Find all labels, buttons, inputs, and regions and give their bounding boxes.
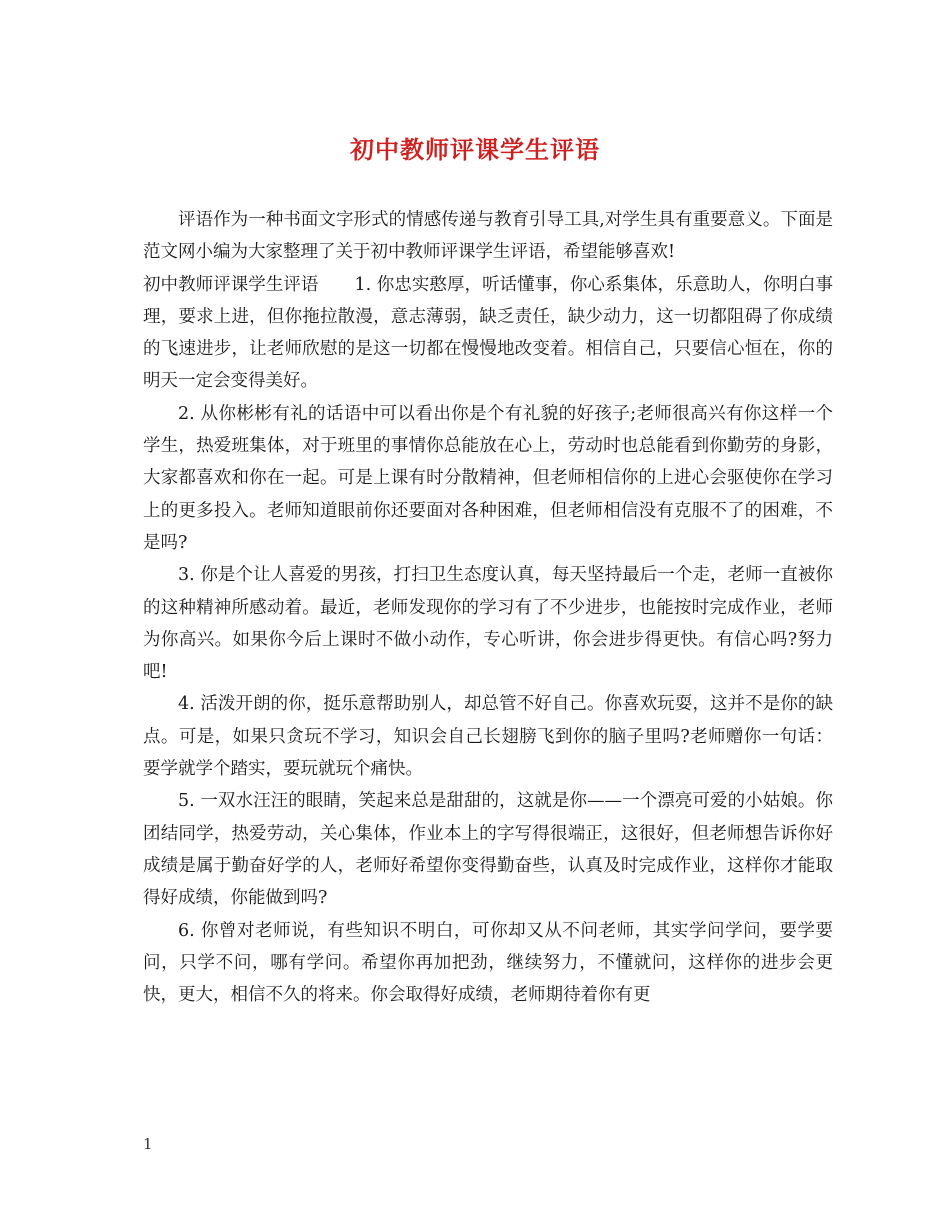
item-paragraph-1 [143, 269, 833, 398]
intro-paragraph: 评语作为一种书面文字形式的情感传递与教育引导工具,对学生具有重要意义。下面是范文网小编为大家整理了关于初中教师评课学生评语，希望能够喜欢! [143, 210, 833, 263]
item-text-1: 1. 你忠实憨厚，听话懂事，你心系集体，乐意助人，你明白事理，要求上进，但你拖拉散漫，意志薄弱，缺乏责任，缺少动力，这一切都阻碍了你成绩的飞速进步，让老师欣慰的是这一切都在慢慢地改变着。相信自己，只要信心恒在，你的明天一定会变得美好。 [143, 274, 833, 392]
item-paragraph-3: 3. 你是个让人喜爱的男孩，打扫卫生态度认真，每天坚持最后一个走，老师一直被你的这种精神所感动着。最近，老师发现你的学习有了不少进步，也能按时完成作业，老师为你高兴。如果你今后上课时不做小动作，专心听讲，你会进步得更快。有信心吗?努力吧! [143, 565, 833, 683]
document-title: 初中教师评课学生评语 [350, 135, 600, 164]
document-body [143, 204, 833, 1011]
item-paragraph-2: 2. 从你彬彬有礼的话语中可以看出你是个有礼貌的好孩子;老师很高兴有你这样一个学生，热爱班集体，对于班里的事情你总能放在心上，劳动时也总能看到你勤劳的身影，大家都喜欢和你在一起。可是上课有时分散精神，但老师相信你的上进心会驱使你在学习上的更多投入。老师知道眼前你还要面对各种困难，但老师相信没有克服不了的困难，不是吗? [143, 403, 833, 553]
page-number: 1 [143, 1135, 153, 1153]
item-paragraph-6: 6. 你曾对老师说，有些知识不明白，可你却又从不问老师，其实学问学问，要学要问，只学不问，哪有学问。希望你再加把劲，继续努力，不懂就问，这样你的进步会更快，更大，相信不久的将来。你会取得好成绩，老师期待着你有更 [143, 920, 833, 1006]
item-paragraph-5: 5. 一双水汪汪的眼睛，笑起来总是甜甜的，这就是你——一个漂亮可爱的小姑娘。你团结同学，热爱劳动，关心集体，作业本上的字写得很端正，这很好，但老师想告诉你好成绩是属于勤奋好学的人，老师好希望你变得勤奋些，认真及时完成作业，这样你才能取得好成绩，你能做到吗? [143, 791, 833, 909]
section-heading: 初中教师评课学生评语 [143, 274, 319, 295]
item-paragraph-4: 4. 活泼开朗的你，挺乐意帮助别人，却总管不好自己。你喜欢玩耍，这并不是你的缺点。可是，如果只贪玩不学习，知识会自己长翅膀飞到你的脑子里吗?老师赠你一句话：要学就学个踏实，要玩就玩个痛快。 [143, 694, 833, 780]
